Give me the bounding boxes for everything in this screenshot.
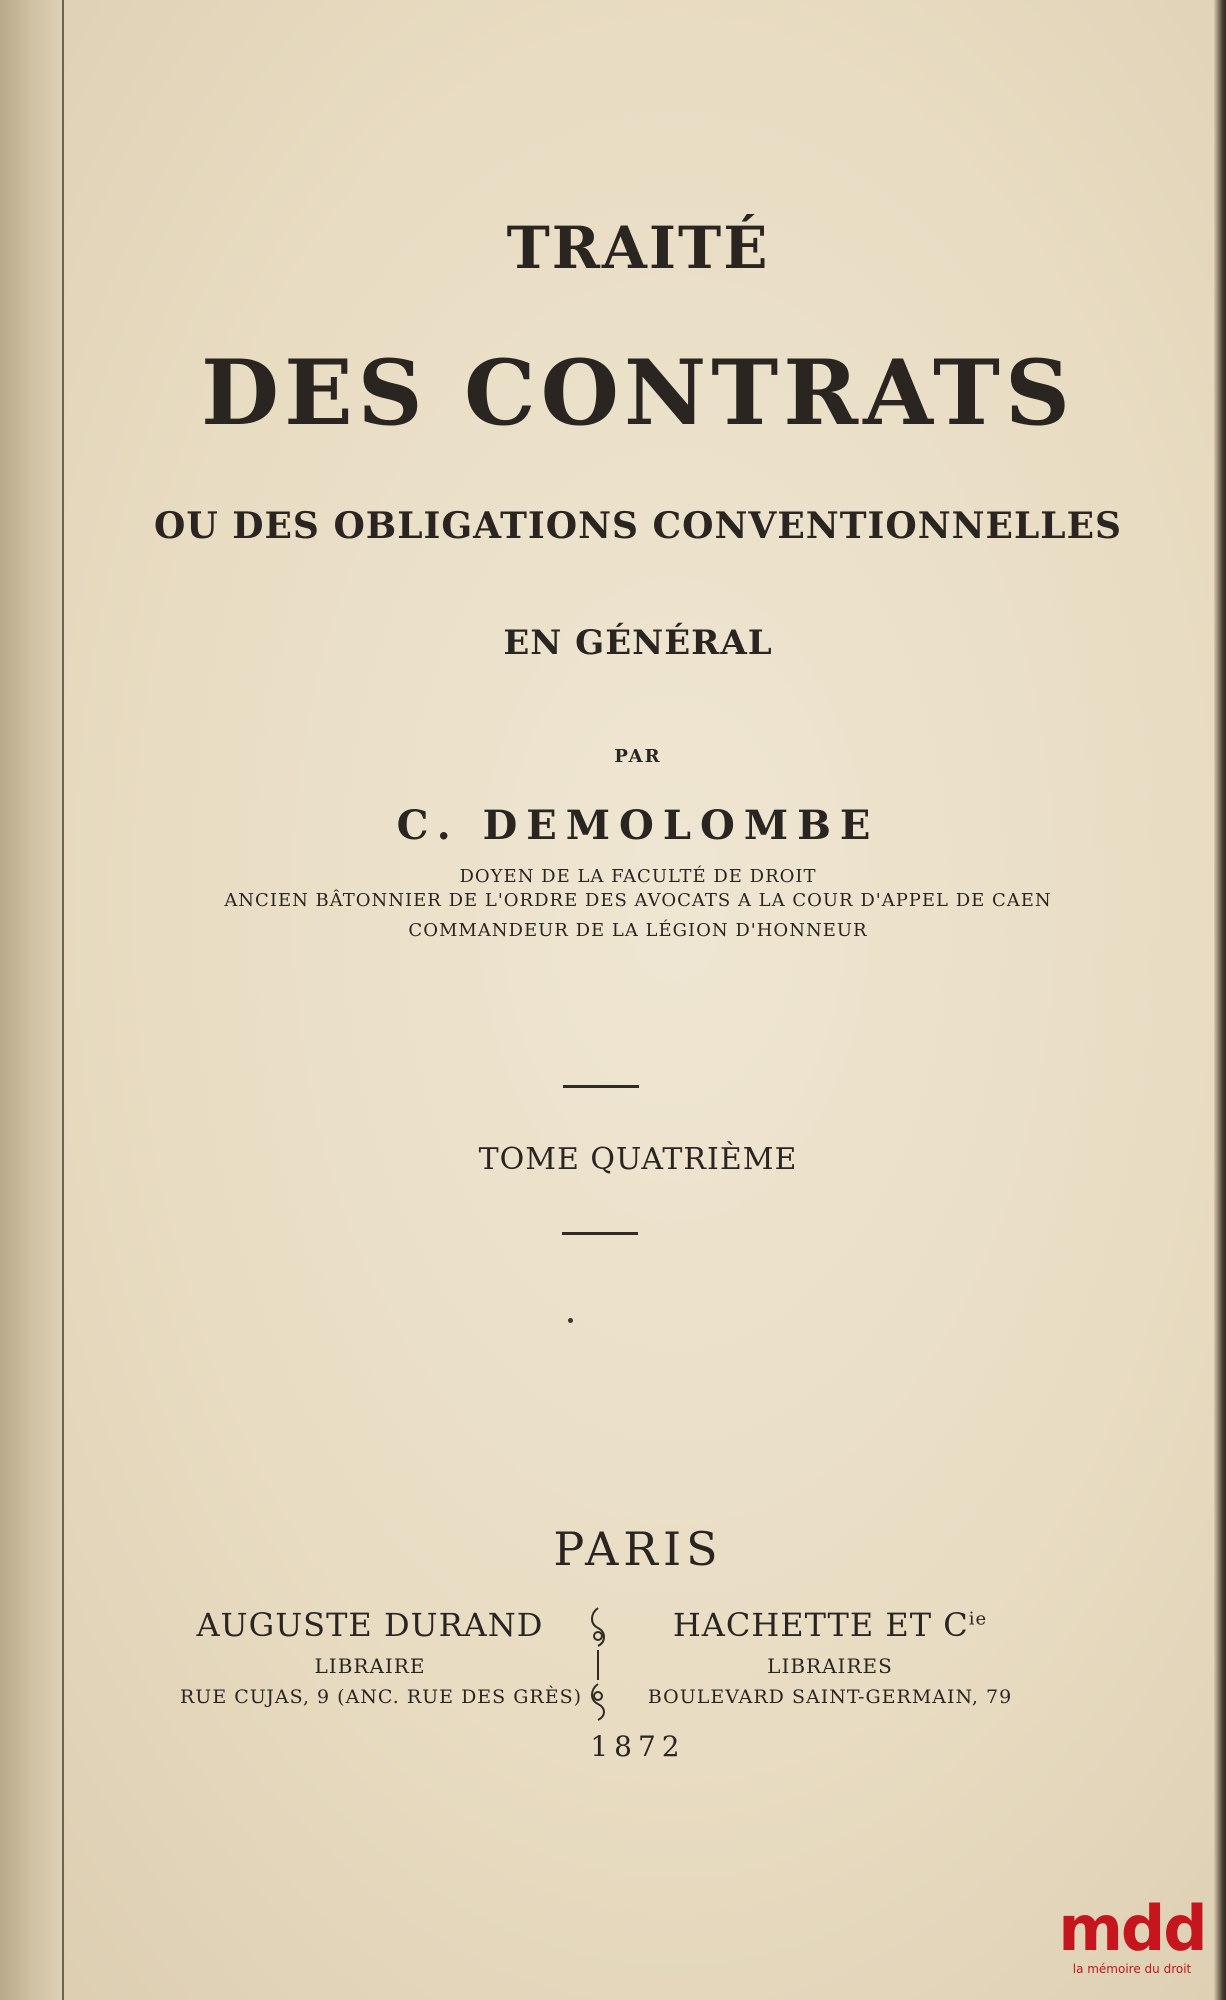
print-speck bbox=[568, 1318, 573, 1323]
author-qualification: ANCIEN BÂTONNIER DE L'ORDRE DES AVOCATS A LA COUR D'APPEL DE CAEN bbox=[224, 890, 1052, 911]
publisher-role: LIBRAIRES bbox=[767, 1654, 893, 1678]
publication-year: 1872 bbox=[590, 1730, 686, 1763]
publisher-name-text: HACHETTE ET C bbox=[672, 1606, 969, 1644]
subtitle-line-1: OU DES OBLIGATIONS CONVENTIONNELLES bbox=[153, 505, 1123, 547]
book-gutter bbox=[0, 0, 64, 2000]
author-qualification: DOYEN DE LA FACULTÉ DE DROIT bbox=[459, 866, 817, 887]
author-qualification: COMMANDEUR DE LA LÉGION D'HONNEUR bbox=[408, 920, 868, 941]
logo-tagline: la mémoire du droit bbox=[1072, 1962, 1192, 1976]
publisher-address: RUE CUJAS, 9 (ANC. RUE DES GRÈS) bbox=[180, 1686, 583, 1708]
title-line-2: DES CONTRATS bbox=[201, 340, 1075, 446]
logo-mark: mdd bbox=[1058, 1892, 1206, 1965]
publisher-name-superscript: ie bbox=[968, 1608, 988, 1630]
subtitle-line-2: EN GÉNÉRAL bbox=[503, 623, 773, 663]
divider-rule bbox=[562, 1232, 638, 1235]
divider-rule bbox=[563, 1085, 639, 1088]
publisher-name bbox=[620, 1606, 1040, 1644]
page-edge-shadow bbox=[1214, 0, 1226, 2000]
publisher-role: LIBRAIRE bbox=[314, 1654, 426, 1678]
publisher-address: BOULEVARD SAINT-GERMAIN, 79 bbox=[647, 1686, 1013, 1708]
byline-par: PAR bbox=[614, 746, 662, 767]
title-line-1: TRAITÉ bbox=[506, 214, 770, 282]
publisher-name: AUGUSTE DURAND bbox=[196, 1606, 544, 1644]
mdd-logo bbox=[1052, 1892, 1212, 1980]
volume-number: TOME QUATRIÈME bbox=[478, 1142, 798, 1177]
author-name: C. DEMOLOMBE bbox=[396, 802, 880, 849]
ornament-divider-icon bbox=[586, 1604, 610, 1722]
imprint-city: PARIS bbox=[553, 1522, 723, 1576]
